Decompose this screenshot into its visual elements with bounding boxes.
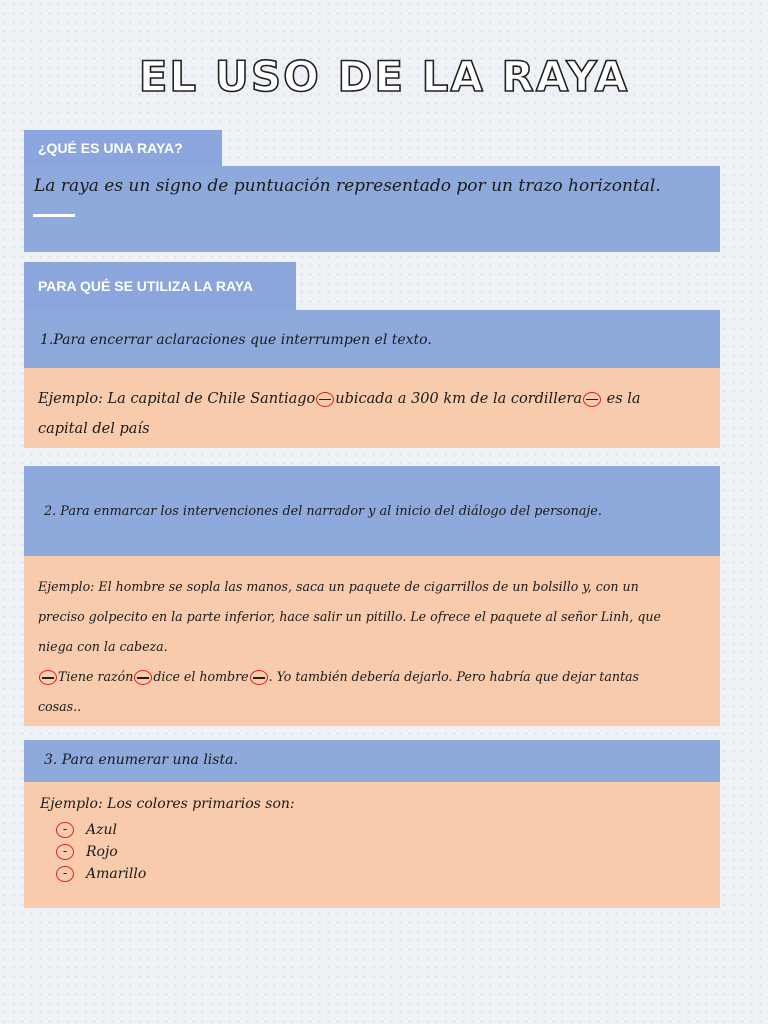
section-tag-que-es: ¿QUÉ ES UNA RAYA? [24,130,222,166]
use2-example [38,572,714,722]
list-item [56,844,295,860]
list-item-label: Rojo [86,844,118,860]
use3-heading: 3. Para enumerar una lista. [44,752,238,768]
raya-mark-icon [250,670,268,685]
list-item [56,866,295,882]
use2-line1: Ejemplo: El hombre se sopla las manos, saca un paquete de cigarrillos de un bolsillo y, con un [38,579,639,594]
use1-example-part3: es la [602,391,641,407]
bullet-dash-icon: - [56,866,74,882]
use3-example [40,796,295,888]
use1-example-part4: capital del país [38,421,150,437]
page-title: EL USO DE LA RAYA [138,52,630,101]
use1-heading: 1.Para encerrar aclaraciones que interrumpen el texto. [40,332,432,348]
definition-text: La raya es un signo de puntuación representado por un trazo horizontal. [34,176,661,196]
use2-line4-part3: . Yo también debería dejarlo. Pero habría que dejar tantas [268,669,639,684]
use2-line3: niega con la cabeza. [38,639,168,654]
use2-line5: cosas.. [38,699,82,714]
use1-example-part1: Ejemplo: La capital de Chile Santiago [38,391,316,407]
list-item-label: Amarillo [86,866,147,882]
use2-line4 [38,662,714,692]
bullet-dash-icon: - [56,822,74,838]
use2-line4-part2: dice el hombre [153,669,249,684]
use2-line4-part1: Tiene razón [58,669,134,684]
use1-example [38,384,710,444]
use2-line2: preciso golpecito en la parte inferior, hace salir un pitillo. Le ofrece el paquete al señor Linh, que [38,609,661,624]
list-item-label: Azul [86,822,117,838]
use2-heading: 2. Para enmarcar los intervenciones del narrador y al inicio del diálogo del personaje. [44,504,602,519]
raya-mark-icon [316,392,334,407]
raya-mark-icon [39,670,57,685]
use1-example-part2: ubicada a 300 km de la cordillera [335,391,582,407]
bullet-dash-icon: - [56,844,74,860]
list-item [56,822,295,838]
raya-mark-icon [134,670,152,685]
section-tag-para-que: PARA QUÉ SE UTILIZA LA RAYA [24,262,296,310]
raya-mark-icon [583,392,601,407]
use3-intro: Ejemplo: Los colores primarios son: [40,796,295,812]
definition-underline [33,214,75,217]
